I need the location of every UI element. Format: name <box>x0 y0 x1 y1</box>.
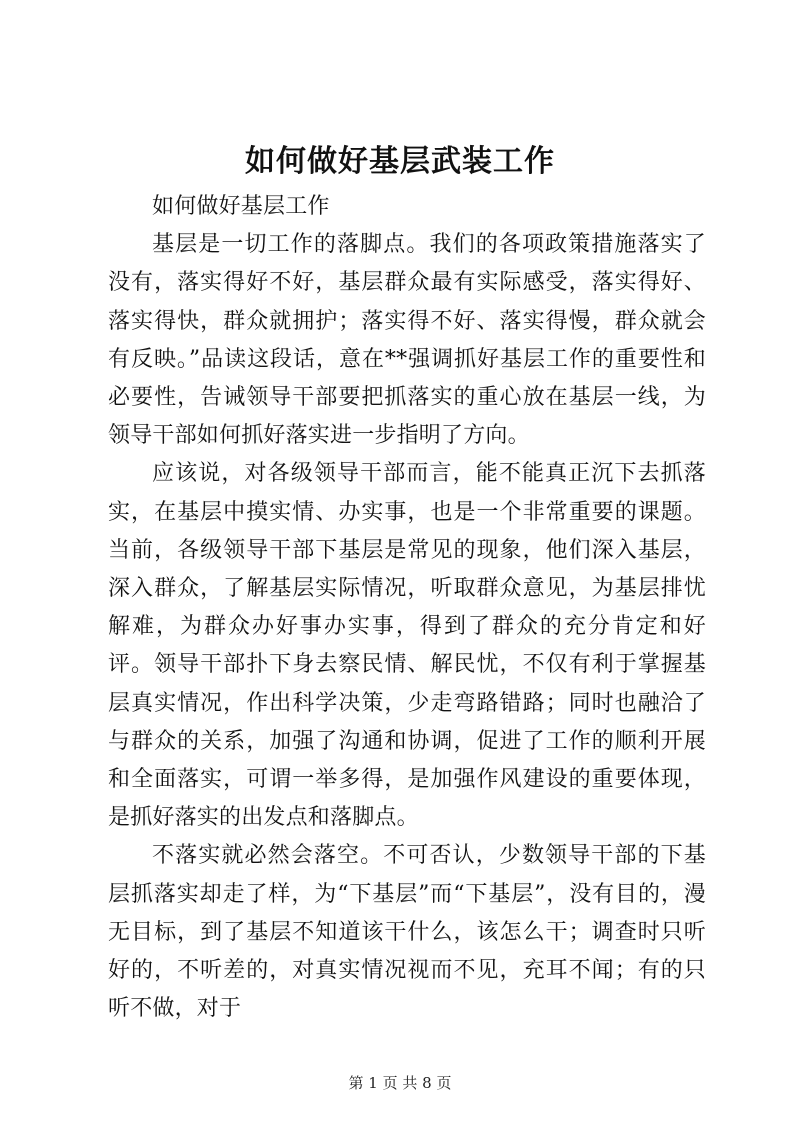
paragraph-2: 应该说，对各级领导干部而言，能不能真正沉下去抓落实，在基层中摸实情、办实事，也是一个非常重要的课题。当前，各级领导干部下基层是常见的现象，他们深入基层，深入群众，了解基层实际情况，听取群众意见，为基层排忧解难，为群众办好事办实事，得到了群众的充分肯定和好评。领导干部扑下身去察民情、解民忧，不仅有利于掌握基层真实情况，作出科学决策，少走弯路错路；同时也融洽了与群众的关系，加强了沟通和协调，促进了工作的顺利开展和全面落实，可谓一举多得，是加强作风建设的重要体现，是抓好落实的出发点和落脚点。 <box>108 461 706 831</box>
document-body <box>108 188 706 1028</box>
paragraph-3: 不落实就必然会落空。不可否认，少数领导干部的下基层抓落实却走了样，为“下基层”而“下基层”，没有目的，漫无目标，到了基层不知道该干什么，该怎么干；调查时只听好的，不听差的，对真实情况视而不见，充耳不闻；有的只听不做，对于 <box>108 843 706 1022</box>
paragraph-subtitle: 如何做好基层工作 <box>152 194 330 219</box>
page-footer: 第 1 页 共 8 页 <box>348 1074 452 1092</box>
document-title: 如何做好基层武装工作 <box>245 144 555 179</box>
paragraph-1: 基层是一切工作的落脚点。我们的各项政策措施落实了没有，落实得好不好，基层群众最有实际感受，落实得好、落实得快，群众就拥护；落实得不好、落实得慢，群众就会有反映。”品读这段话，意在**强调抓好基层工作的重要性和必要性，告诫领导干部要把抓落实的重心放在基层一线，为领导干部如何抓好落实进一步指明了方向。 <box>108 232 706 449</box>
